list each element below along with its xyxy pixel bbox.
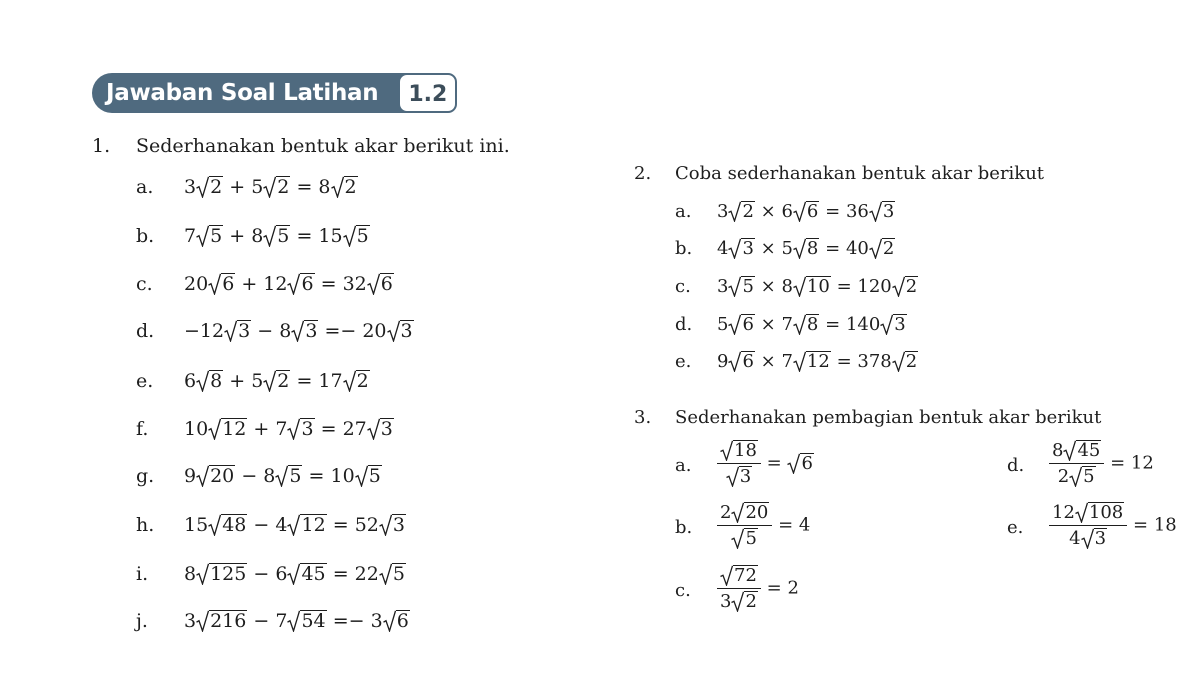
- item-label: c.: [136, 273, 153, 295]
- question-2-number: 2.: [634, 163, 652, 184]
- expression: 6 8 + 5 2 = 17 2: [184, 370, 369, 392]
- question-1-prompt: Sederhanakan bentuk akar berikut ini.: [136, 135, 510, 157]
- expression: $\frac{18}{3}$ = 6: [717, 440, 814, 487]
- section-number-badge: 1.2: [398, 73, 457, 113]
- expression: 8 125 − 6 45 = 22 5: [184, 563, 405, 585]
- expression: $\frac{8 45}{2 5}$ = 12: [1049, 440, 1154, 487]
- expression: 4 3 × 5 8 = 40 2: [717, 238, 895, 259]
- item-label: h.: [136, 514, 155, 536]
- section-header: [92, 71, 457, 115]
- expression: $\frac{12 108}{4 3}$ = 18: [1049, 502, 1177, 549]
- item-label: b.: [675, 238, 693, 259]
- expression: 15 48 − 4 12 = 52 3: [184, 514, 405, 536]
- expression: −12 3 − 8 3 =− 20 3: [184, 320, 413, 342]
- expression: 9 6 × 7 12 = 378 2: [717, 351, 918, 372]
- item-label: f.: [136, 418, 149, 440]
- expression: 9 20 − 8 5 = 10 5: [184, 465, 381, 487]
- expression: 10 12 + 7 3 = 27 3: [184, 418, 393, 440]
- expression: 3 2 × 6 6 = 36 3: [717, 201, 895, 222]
- item-label: g.: [136, 465, 155, 487]
- expression: 3 5 × 8 10 = 120 2: [717, 276, 918, 297]
- section-title: Jawaban Soal Latihan: [92, 73, 408, 113]
- item-label: e.: [136, 370, 154, 392]
- item-label: b.: [675, 517, 693, 538]
- item-label: a.: [136, 176, 154, 198]
- item-label: b.: [136, 225, 155, 247]
- expression: $\frac{2 20}{5}$ = 4: [717, 502, 810, 549]
- item-label: d.: [675, 314, 693, 335]
- expression: 3 216 − 7 54 =− 3 6: [184, 610, 409, 632]
- item-label: i.: [136, 563, 149, 585]
- question-1-number: 1.: [92, 135, 111, 157]
- question-3-prompt: Sederhanakan pembagian bentuk akar berikut: [675, 407, 1102, 428]
- item-label: c.: [675, 580, 691, 601]
- question-3-number: 3.: [634, 407, 652, 428]
- expression: 7 5 + 8 5 = 15 5: [184, 225, 369, 247]
- expression: 5 6 × 7 8 = 140 3: [717, 314, 906, 335]
- item-label: e.: [1007, 517, 1024, 538]
- expression: $\frac{72}{3 2}$ = 2: [717, 565, 799, 612]
- expression: 3 2 + 5 2 = 8 2: [184, 176, 357, 198]
- item-label: c.: [675, 276, 691, 297]
- item-label: a.: [675, 201, 692, 222]
- item-label: j.: [136, 610, 148, 632]
- expression: 20 6 + 12 6 = 32 6: [184, 273, 393, 295]
- question-2-prompt: Coba sederhanakan bentuk akar berikut: [675, 163, 1045, 184]
- item-label: d.: [136, 320, 155, 342]
- item-label: a.: [675, 455, 692, 476]
- item-label: d.: [1007, 455, 1025, 476]
- item-label: e.: [675, 351, 692, 372]
